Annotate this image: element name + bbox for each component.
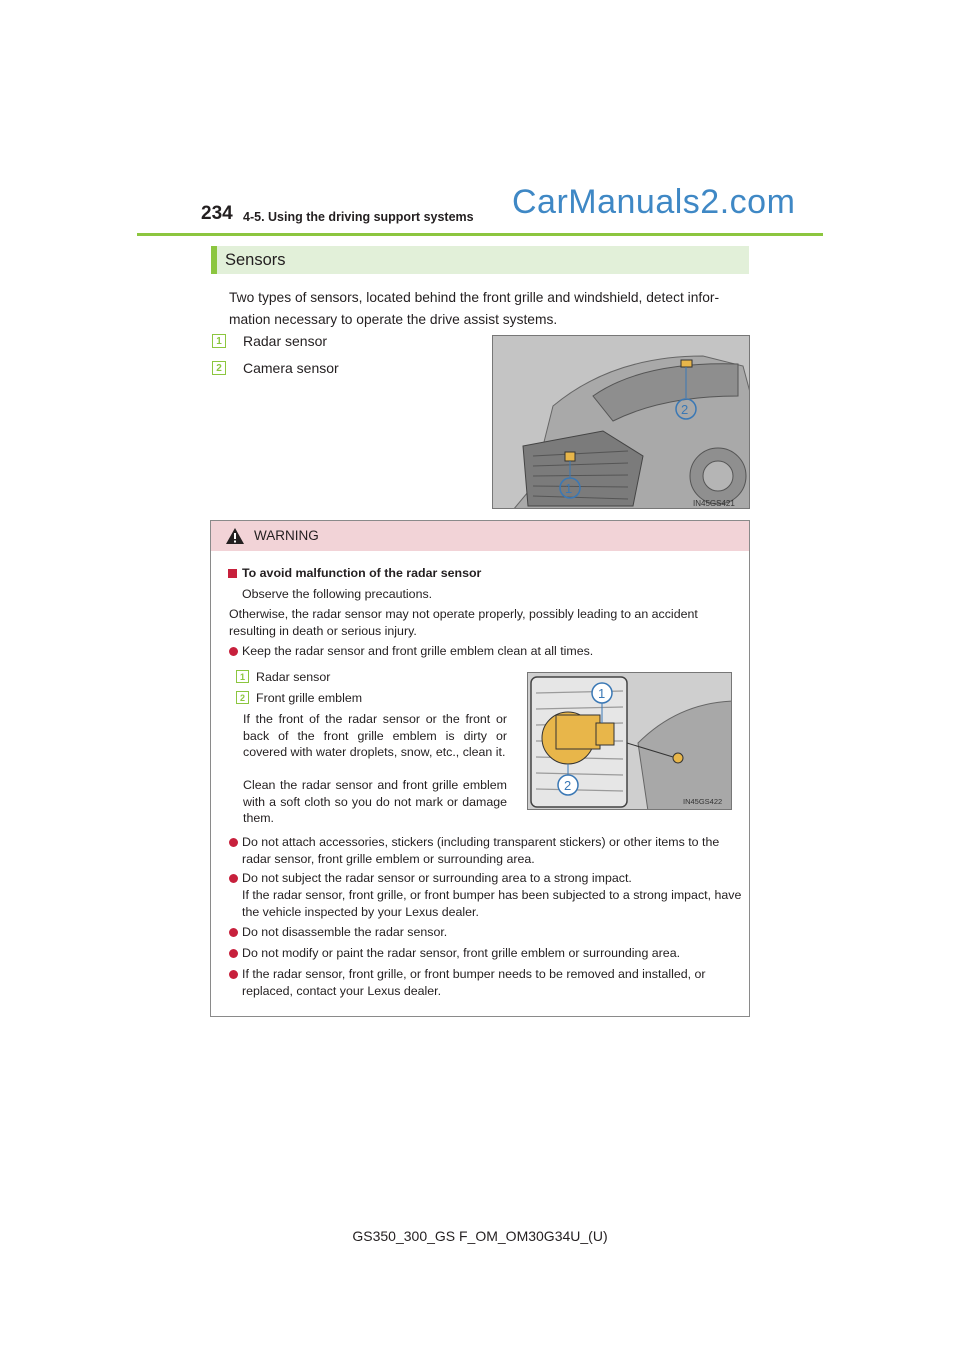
sub-item-front-grille-emblem: Front grille emblem bbox=[256, 691, 363, 705]
warning-intro: Observe the following precautions. bbox=[242, 587, 433, 601]
car-sensor-illustration bbox=[492, 335, 750, 509]
warning-bullet-clean: Keep the radar sensor and front grille emblem clean at all times. bbox=[242, 644, 594, 658]
sub-item-cleaning-note: If the front of the radar sensor or the front or back of the front grille emblem is dirty or covered with water droplets, snow, etc., clean it. bbox=[243, 712, 507, 759]
radar-emblem-illustration bbox=[527, 672, 732, 810]
section-header bbox=[211, 246, 749, 274]
svg-text:2: 2 bbox=[564, 778, 572, 793]
sub-item-number-1: 1 bbox=[236, 670, 249, 683]
bullet-marker bbox=[229, 970, 238, 979]
chapter-title: 4-5. Using the driving support systems bbox=[243, 210, 474, 224]
warning-heading: To avoid malfunction of the radar sensor bbox=[242, 566, 482, 580]
warning-bullet-disassemble: Do not disassemble the radar sensor. bbox=[242, 925, 448, 939]
svg-text:1: 1 bbox=[598, 686, 606, 701]
section-intro: Two types of sensors, located behind the front grille and windshield, detect infor-mation necessary to operate the drive assist systems. bbox=[229, 290, 720, 327]
warning-title: WARNING bbox=[254, 528, 319, 543]
car-front-drawing bbox=[493, 336, 750, 509]
item-number-1: 1 bbox=[212, 334, 226, 348]
svg-text:1: 1 bbox=[565, 481, 573, 496]
bullet-marker bbox=[229, 647, 238, 656]
header-divider bbox=[137, 233, 823, 236]
svg-text:2: 2 bbox=[681, 402, 689, 417]
grille-emblem-drawing bbox=[528, 673, 732, 810]
sub-item-cloth-note: Clean the radar sensor and front grille emblem with a soft cloth so you do not mark or damage them. bbox=[243, 778, 507, 825]
section-accent-bar bbox=[211, 246, 217, 274]
footer-code: GS350_300_GS F_OM_OM30G34U_(U) bbox=[352, 1228, 608, 1244]
bullet-marker bbox=[229, 928, 238, 937]
warning-bullet-accessories: Do not attach accessories, stickers (including transparent stickers) or other items to the radar sensor, front grille emblem or surrounding area. bbox=[242, 835, 720, 866]
item-label-camera-sensor: Camera sensor bbox=[243, 360, 339, 376]
section-title: Sensors bbox=[225, 251, 286, 269]
sub-item-radar-sensor: Radar sensor bbox=[256, 670, 331, 684]
warning-icon bbox=[225, 527, 245, 545]
warning-bullet-impact: Do not subject the radar sensor or surrounding area to a strong impact. bbox=[242, 871, 632, 885]
warning-bullet-modify: Do not modify or paint the radar sensor, front grille emblem or surrounding area. bbox=[242, 946, 681, 960]
bullet-marker bbox=[229, 838, 238, 847]
warning-bullet-removal: If the radar sensor, front grille, or front bumper needs to be removed and installed, or replaced, contact your Lexus dealer. bbox=[242, 967, 706, 998]
watermark: CarManuals2.com bbox=[512, 183, 796, 221]
figure-code-2: IN45GS422 bbox=[683, 797, 723, 806]
bullet-marker bbox=[229, 949, 238, 958]
bullet-marker bbox=[229, 874, 238, 883]
warning-bullet-impact-detail: If the radar sensor, front grille, or front bumper has been subjected to a strong impact, have the vehicle inspected by your Lexus dealer. bbox=[242, 888, 742, 919]
figure-code: IN45GS421 bbox=[693, 499, 735, 508]
warning-heading-marker bbox=[228, 569, 237, 578]
page-number: 234 bbox=[201, 203, 233, 224]
warning-consequence: Otherwise, the radar sensor may not operate properly, possibly leading to an accident resulting in death or serious injury. bbox=[229, 607, 698, 638]
item-label-radar-sensor: Radar sensor bbox=[243, 333, 328, 349]
item-number-2: 2 bbox=[212, 361, 226, 375]
warning-header bbox=[211, 521, 749, 551]
sub-item-number-2: 2 bbox=[236, 691, 249, 704]
